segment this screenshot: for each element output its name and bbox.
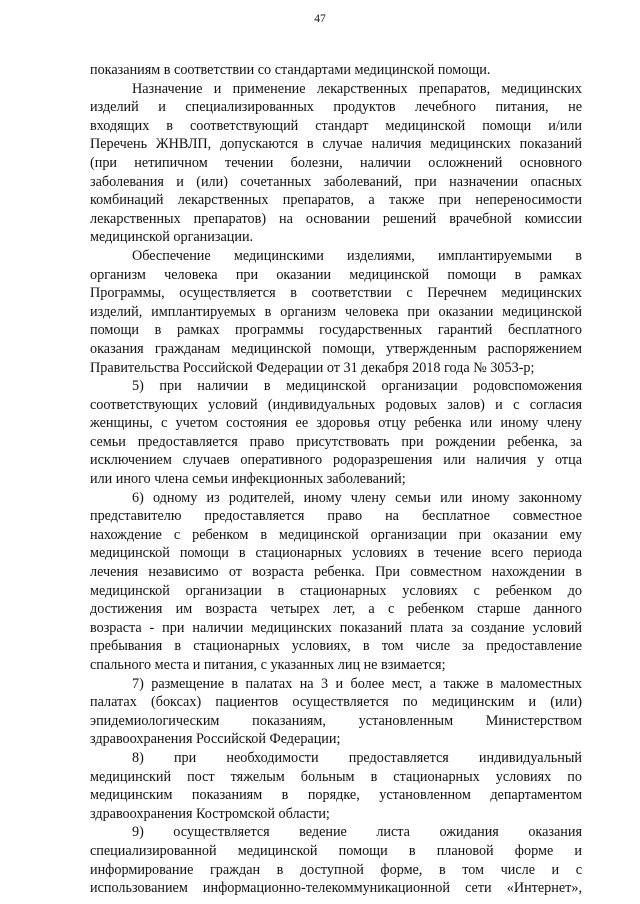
text-line: (при нетипичном течении болезни, наличии осложнений основного xyxy=(90,154,582,171)
text-line: входящих в соответствующий стандарт медицинской помощи и/или xyxy=(90,117,582,134)
text-line: возраста - при наличии медицинских показаний плата за создание условий xyxy=(90,619,582,636)
text-line: комбинаций лекарственных препаратов, а также при непереносимости xyxy=(90,192,582,209)
text-line: медицинской организации. xyxy=(90,229,254,246)
text-line: медицинский пост тяжелым больным в стационарных условиях по xyxy=(90,768,582,785)
text-line: специализированной медицинской помощи в плановой форме и xyxy=(90,842,582,859)
text-line: достижения им возраста четырех лет, а с ребенком старше данного xyxy=(90,601,582,618)
text-line: 7) размещение в палатах на 3 и более мест, а также в маломестных xyxy=(132,675,582,692)
text-line: помощи в рамках программы государственных гарантий бесплатного xyxy=(90,322,582,339)
text-line: спального места и питания, с указанных лиц не взимается; xyxy=(90,657,446,673)
text-line: 5) при наличии в медицинской организации родовспоможения xyxy=(132,378,582,395)
text-line: Назначение и применение лекарственных препаратов, медицинских xyxy=(132,80,582,97)
text-line: соответствующих условий (индивидуальных родовых залов) и с согласия xyxy=(90,396,582,413)
text-line: 9) осуществляется ведение листа ожидания оказания xyxy=(132,824,582,841)
text-line: медицинской помощи в стационарных условиях в течение всего периода xyxy=(90,545,582,562)
text-line: женщины, с учетом состояния ее здоровья отцу ребенка или иному члену xyxy=(90,415,582,432)
text-line: 8) при необходимости предоставляется индивидуальный xyxy=(132,749,582,766)
text-line: лекарственных препаратов) на основании решений врачебной комиссии xyxy=(90,210,582,227)
text-line: изделий и специализированных продуктов лечебного питания, не xyxy=(90,99,582,116)
text-line: 6) одному из родителей, иному члену семьи или иному законному xyxy=(132,489,582,506)
text-line: Обеспечение медицинскими изделиями, имплантируемыми в xyxy=(132,247,582,264)
text-line: Правительства Российской Федерации от 31 декабря 2018 года № 3053-р; xyxy=(90,359,535,376)
page-number: 47 xyxy=(314,13,326,25)
text-line: использованием информационно-телекоммуникационной сети «Интернет», xyxy=(90,880,582,897)
text-line: показаниям в соответствии со стандартами медицинской помощи. xyxy=(90,62,491,78)
text-line: информирование граждан в доступной форме, в том числе и с xyxy=(90,861,582,878)
text-line: семьи предоставляется право присутствовать при рождении ребенка, за xyxy=(90,433,582,450)
document-body xyxy=(90,61,582,898)
text-line: здравоохранения Российской Федерации; xyxy=(90,731,341,748)
text-line: изделий, имплантируемых в организм человека при оказании медицинской xyxy=(90,303,582,320)
text-line: палатах (боксах) пациентов осуществляется по медицинским и (или) xyxy=(90,694,582,711)
text-line: медицинским показаниям в порядке, установленном департаментом xyxy=(90,787,582,804)
text-line: или иного члена семьи инфекционных заболеваний; xyxy=(90,471,406,488)
text-line: исключением случаев оперативного родоразрешения или наличия у отца xyxy=(90,452,582,469)
text-line: организм человека при оказании медицинской помощи в рамках xyxy=(90,266,582,283)
text-line: оказания гражданам медицинской помощи, утвержденным распоряжением xyxy=(90,340,582,357)
text-line: Перечень ЖНВЛП, допускаются в случае наличия медицинских показаний xyxy=(90,136,582,153)
text-line: Программы, осуществляется в соответствии с Перечнем медицинских xyxy=(90,285,582,302)
text-line: представителю предоставляется право на бесплатное совместное xyxy=(90,508,582,525)
text-line: эпидемиологическим показаниям, установленным Министерством xyxy=(90,712,582,729)
text-line: здравоохранения Костромской области; xyxy=(90,805,330,822)
text-line: лечения независимо от возраста ребенка. При совместном нахождении в xyxy=(90,564,582,581)
text-line: заболевания и (или) сочетанных заболеваний, при назначении опасных xyxy=(90,173,582,190)
text-line: нахождение с ребенком в медицинской организации при оказании ему xyxy=(90,526,582,543)
text-line: медицинской организации в стационарных условиях с ребенком до xyxy=(90,582,582,599)
text-line: пребывания в стационарных условиях, в том числе за предоставление xyxy=(90,638,582,655)
